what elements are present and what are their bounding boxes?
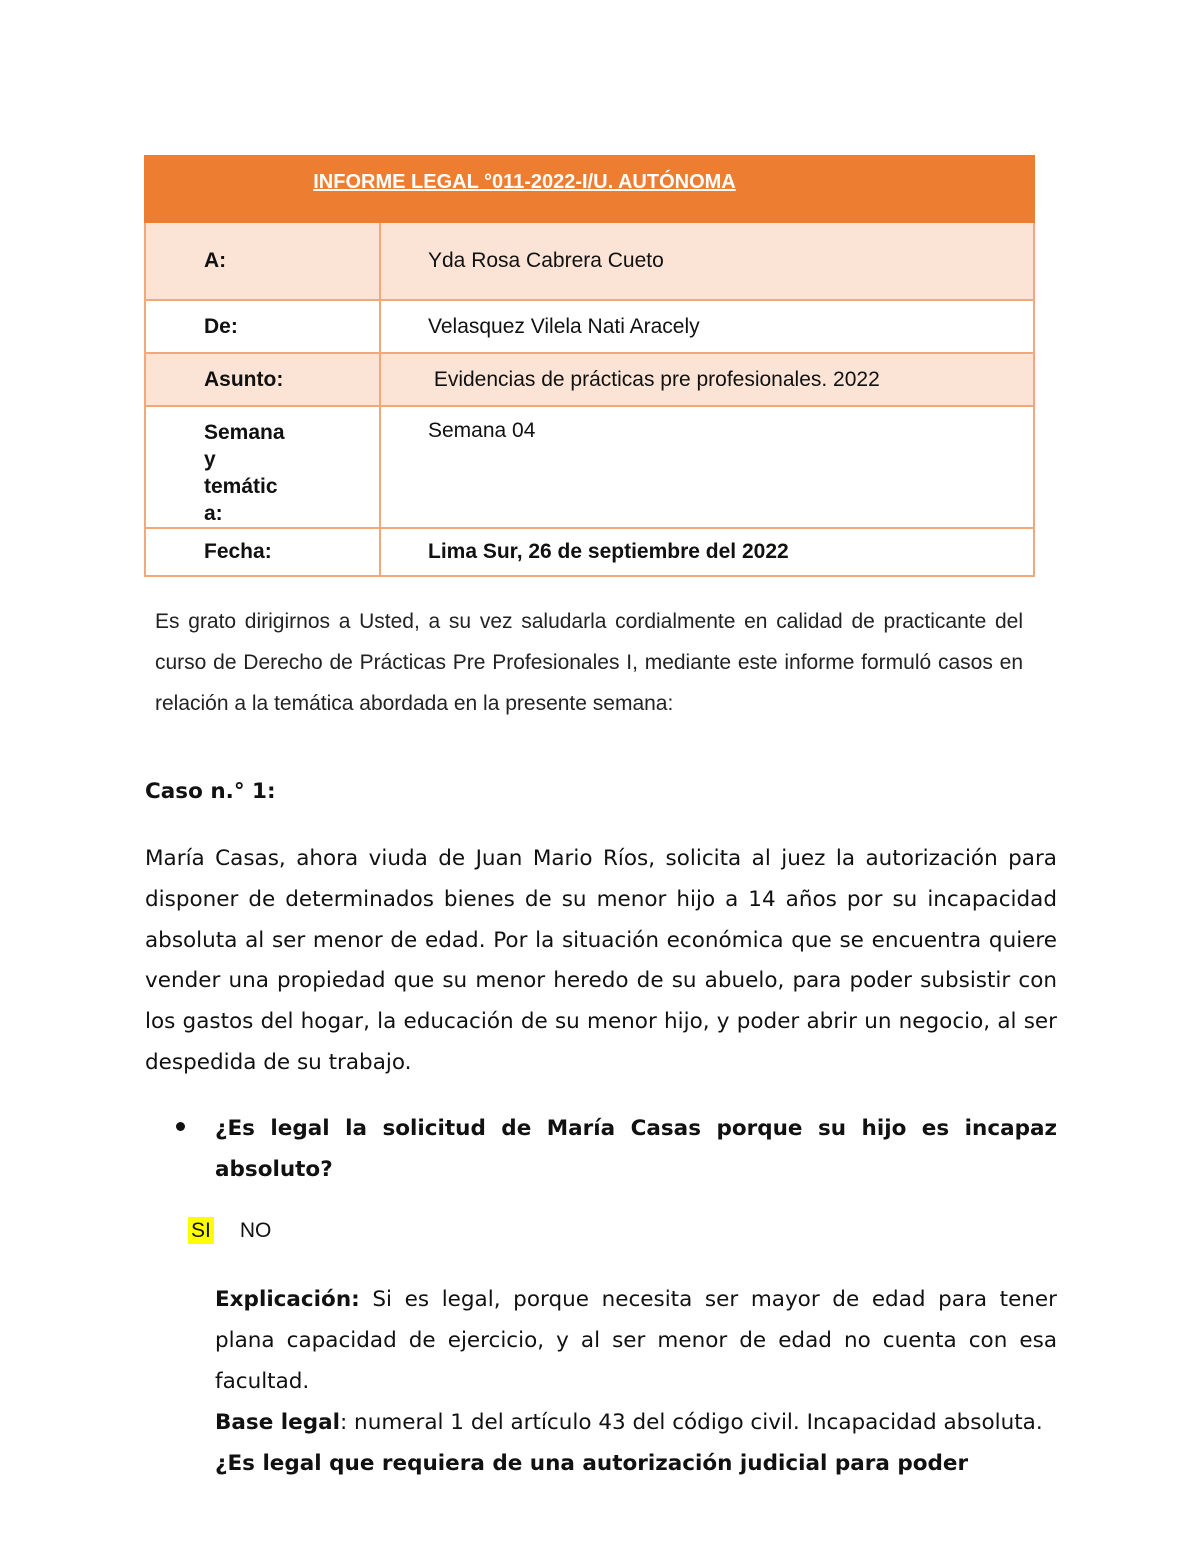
question-1: ¿Es legal la solicitud de María Casas porque su hijo es incapaz absoluto? [215, 1116, 1057, 1182]
explanation-text: Si es legal, porque necesita ser mayor de edad para tener plana capacidad de ejercicio, y al ser menor de edad no cuenta con esa facultad. [215, 1287, 1057, 1394]
value-subject: Evidencias de prácticas pre profesionales. 2022 [380, 353, 1034, 406]
report-header-table [144, 155, 1035, 577]
header-row-week [145, 406, 1034, 528]
legal-base-text: : numeral 1 del artículo 43 del código civil. Incapacidad absoluta. [339, 1410, 1043, 1435]
value-from: Velasquez Vilela Nati Aracely [380, 300, 1034, 353]
header-row-subject [145, 353, 1034, 406]
intro-paragraph: Es grato dirigirnos a Usted, a su vez saludarla cordialmente en calidad de practicante del curso de Derecho de Prácticas Pre Profesionales I, mediante este informe formuló casos en relación a la temática abordada en la presente semana: [155, 610, 1023, 715]
header-row-to [145, 222, 1034, 300]
answer-no: NO [239, 1219, 272, 1242]
label-week-line-3: temátic [204, 475, 278, 498]
explanation-block [215, 1279, 1057, 1484]
label-week-line-4: a: [204, 502, 223, 525]
report-title: INFORME LEGAL °011-2022-I/U. AUTÓNOMA [313, 171, 736, 193]
label-week-line-1: Semana [204, 421, 285, 444]
label-week [145, 406, 380, 528]
header-row-date [145, 528, 1034, 576]
case-title: Caso n.° 1: [145, 779, 276, 804]
label-from: De: [145, 300, 380, 353]
header-row-from [145, 300, 1034, 353]
value-week: Semana 04 [380, 406, 1034, 528]
answer-yes-highlighted: SI [188, 1217, 214, 1244]
legal-base-label: Base legal [215, 1410, 340, 1435]
answer-options [188, 1219, 271, 1243]
explanation-label: Explicación: [215, 1287, 360, 1312]
report-title-cell [145, 156, 1034, 222]
value-date: Lima Sur, 26 de septiembre del 2022 [380, 528, 1034, 576]
label-to: A: [145, 222, 380, 300]
legal-base-paragraph [215, 1402, 1057, 1443]
label-week-line-2: y [204, 448, 216, 471]
label-subject: Asunto: [145, 353, 380, 406]
question-2: ¿Es legal que requiera de una autorización judicial para poder [215, 1451, 969, 1476]
bullet-dot-icon [176, 1122, 185, 1131]
value-to: Yda Rosa Cabrera Cueto [380, 222, 1034, 300]
label-date: Fecha: [145, 528, 380, 576]
case-body: María Casas, ahora viuda de Juan Mario Ríos, solicita al juez la autorización para disponer de determinados bienes de su menor hijo a 14 años por su incapacidad absoluta al ser menor de edad. Por la situación económica que se encuentra quiere vender una propiedad que su menor heredo de su abuelo, para poder subsistir con los gastos del hogar, la educación de su menor hijo, y poder abrir un negocio, al ser despedida de su trabajo. [145, 846, 1057, 1075]
explanation-paragraph [215, 1279, 1057, 1402]
